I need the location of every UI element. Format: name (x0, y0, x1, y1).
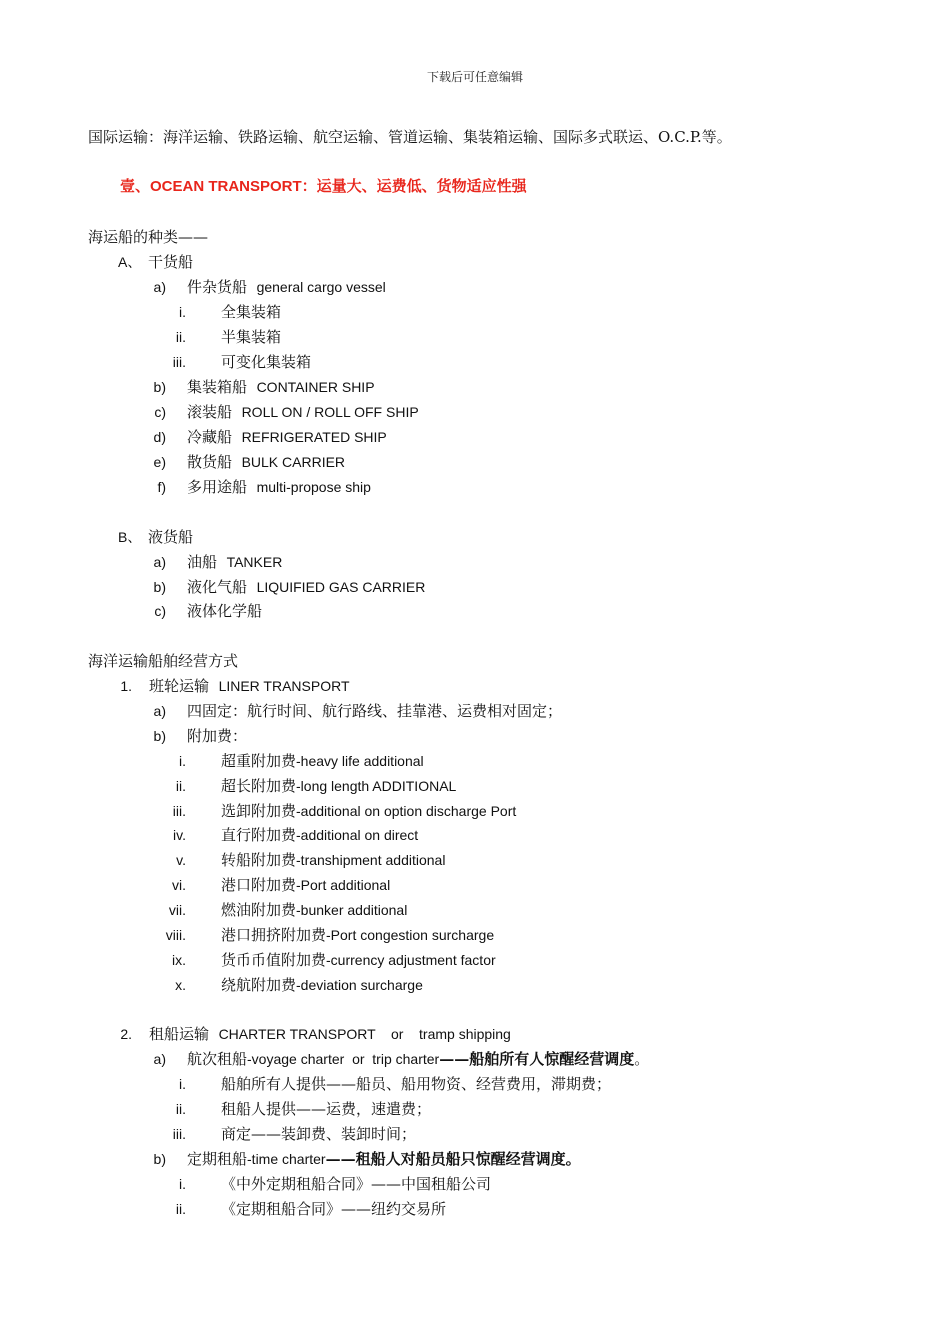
list-item: 全集装箱 (221, 303, 282, 321)
surcharge-item (221, 850, 445, 870)
list-marker: ii. (175, 1101, 186, 1117)
list-marker: iii. (172, 803, 186, 819)
item-emphasis: ——船舶所有人惊醒经营调度 (439, 1050, 635, 1068)
item-zh: 直行附加费 (221, 826, 297, 844)
item-en: -currency adjustment factor (326, 952, 496, 968)
item-en: ROLL ON / ROLL OFF SHIP (241, 404, 419, 420)
item-zh: 转船附加费 (221, 851, 297, 869)
list-marker: d) (153, 429, 166, 445)
list-marker: v. (176, 852, 186, 868)
item-en: CONTAINER SHIP (256, 379, 375, 395)
surcharge-item (221, 925, 494, 945)
list-marker: viii. (165, 927, 186, 943)
surcharge-item (221, 825, 418, 845)
list-marker: iv. (173, 827, 186, 843)
item-zh: 超重附加费 (221, 752, 297, 770)
surcharge-item (221, 751, 424, 771)
charter-transport (149, 1024, 511, 1044)
item-zh: 滚装船 (187, 403, 233, 421)
surcharge-item (221, 776, 456, 796)
item-zh: 件杂货船 (187, 278, 248, 296)
list-item: 附加费： (187, 727, 248, 745)
list-marker: ii. (175, 778, 186, 794)
item-zh: 绕航附加费 (221, 976, 297, 994)
item-zh: 租船运输 (149, 1025, 210, 1043)
item-en: -deviation surcharge (296, 977, 423, 993)
item-zh: 燃油附加费 (221, 901, 297, 919)
list-marker: iii. (172, 1126, 186, 1142)
ship-types-title: 海运船的种类—— (88, 228, 209, 246)
item-zh: 超长附加费 (221, 777, 297, 795)
item-zh: 港口附加费 (221, 876, 297, 894)
list-item (187, 427, 387, 447)
item-en: -voyage charter or trip charter (247, 1051, 440, 1067)
list-item (187, 452, 345, 472)
list-marker: a) (153, 554, 166, 570)
list-marker: a) (153, 1051, 166, 1067)
item-en: -additional on option discharge Port (296, 803, 517, 819)
item-en: -transhipment additional (296, 852, 446, 868)
list-marker: b) (153, 1151, 166, 1167)
item-en: -heavy life additional (296, 753, 424, 769)
list-marker: f) (157, 479, 166, 495)
item-zh: 港口拥挤附加费 (221, 926, 327, 944)
category-liquid-cargo: 液货船 (148, 528, 194, 546)
list-marker: ix. (172, 952, 186, 968)
list-item: 《定期租船合同》——纽约交易所 (221, 1200, 447, 1218)
list-marker: c) (154, 603, 166, 619)
list-marker: i. (179, 304, 186, 320)
item-zh: 油船 (187, 553, 218, 571)
section-heading: 壹、OCEAN TRANSPORT：运量大、运费低、货物适应性强 (120, 178, 527, 195)
item-zh: 班轮运输 (149, 677, 210, 695)
list-marker: i. (179, 1176, 186, 1192)
item-zh: 散货船 (187, 453, 233, 471)
list-item: 船舶所有人提供——船员、船用物资、经营费用，滞期费； (221, 1075, 612, 1093)
list-marker: b) (153, 579, 166, 595)
category-dry-cargo: 干货船 (148, 253, 194, 271)
list-marker: ii. (175, 329, 186, 345)
list-marker: e) (153, 454, 166, 470)
item-emphasis: ——租船人对船员船只惊醒经营调度。 (325, 1150, 581, 1168)
item-zh: 货币币值附加费 (221, 951, 327, 969)
item-zh: 选卸附加费 (221, 802, 297, 820)
item-en: LIQUIFIED GAS CARRIER (256, 579, 426, 595)
list-item: 四固定：航行时间、航行路线、挂靠港、运费相对固定； (187, 702, 563, 720)
list-marker: i. (179, 753, 186, 769)
list-item (187, 552, 282, 572)
list-item (187, 377, 375, 397)
operations-title: 海洋运输船舶经营方式 (88, 652, 239, 670)
item-zh: 集装箱船 (187, 378, 248, 396)
list-marker: iii. (172, 354, 186, 370)
list-marker: b) (153, 728, 166, 744)
list-item: 可变化集装箱 (221, 353, 312, 371)
page-header: 下载后可任意编辑 (426, 70, 523, 84)
list-marker: x. (175, 977, 186, 993)
list-marker: 1. (120, 678, 132, 694)
item-en: -additional on direct (296, 827, 419, 843)
list-item (187, 402, 419, 422)
item-en: general cargo vessel (256, 279, 386, 295)
item-zh: 液化气船 (187, 578, 248, 596)
item-en: -time charter (247, 1151, 326, 1167)
list-marker: a) (153, 279, 166, 295)
list-item: 液体化学船 (187, 602, 263, 620)
list-marker: a) (153, 703, 166, 719)
list-item (187, 477, 371, 497)
list-item: 半集装箱 (221, 328, 282, 346)
item-en: -Port additional (296, 877, 391, 893)
list-item (187, 577, 425, 597)
surcharge-item (221, 975, 423, 995)
list-marker: A、 (118, 254, 142, 270)
surcharge-item (221, 900, 407, 920)
list-marker: 2. (120, 1026, 132, 1042)
item-zh: 多用途船 (187, 478, 248, 496)
item-zh: 冷藏船 (187, 428, 233, 446)
list-marker: i. (179, 1076, 186, 1092)
liner-transport (149, 676, 350, 696)
intro-paragraph: 国际运输：海洋运输、铁路运输、航空运输、管道运输、集装箱运输、国际多式联运、O.C.P.等。 (88, 128, 732, 146)
voyage-charter (187, 1049, 649, 1069)
item-tail: 。 (634, 1050, 650, 1068)
item-en: -Port congestion surcharge (326, 927, 495, 943)
item-en: multi-propose ship (256, 479, 371, 495)
list-item: 租船人提供——运费，速遣费； (221, 1100, 432, 1118)
list-marker: vii. (168, 902, 186, 918)
item-en: REFRIGERATED SHIP (241, 429, 387, 445)
item-zh: 定期租船 (187, 1150, 248, 1168)
list-marker: c) (154, 404, 166, 420)
list-marker: ii. (175, 1201, 186, 1217)
list-marker: vi. (172, 877, 186, 893)
item-zh: 航次租船 (187, 1050, 248, 1068)
list-item: 商定——装卸费、装卸时间； (221, 1125, 417, 1143)
item-en: -bunker additional (296, 902, 408, 918)
list-item (187, 277, 386, 297)
item-en: BULK CARRIER (241, 454, 346, 470)
surcharge-item (221, 801, 516, 821)
surcharge-item (221, 950, 496, 970)
item-en: CHARTER TRANSPORT or tramp shipping (218, 1026, 511, 1042)
list-marker: b) (153, 379, 166, 395)
list-item: 《中外定期租船合同》——中国租船公司 (221, 1175, 492, 1193)
item-en: TANKER (226, 554, 283, 570)
item-en: -long length ADDITIONAL (296, 778, 457, 794)
time-charter (187, 1149, 581, 1169)
surcharge-item (221, 875, 390, 895)
list-marker: B、 (118, 529, 142, 545)
item-en: LINER TRANSPORT (218, 678, 350, 694)
